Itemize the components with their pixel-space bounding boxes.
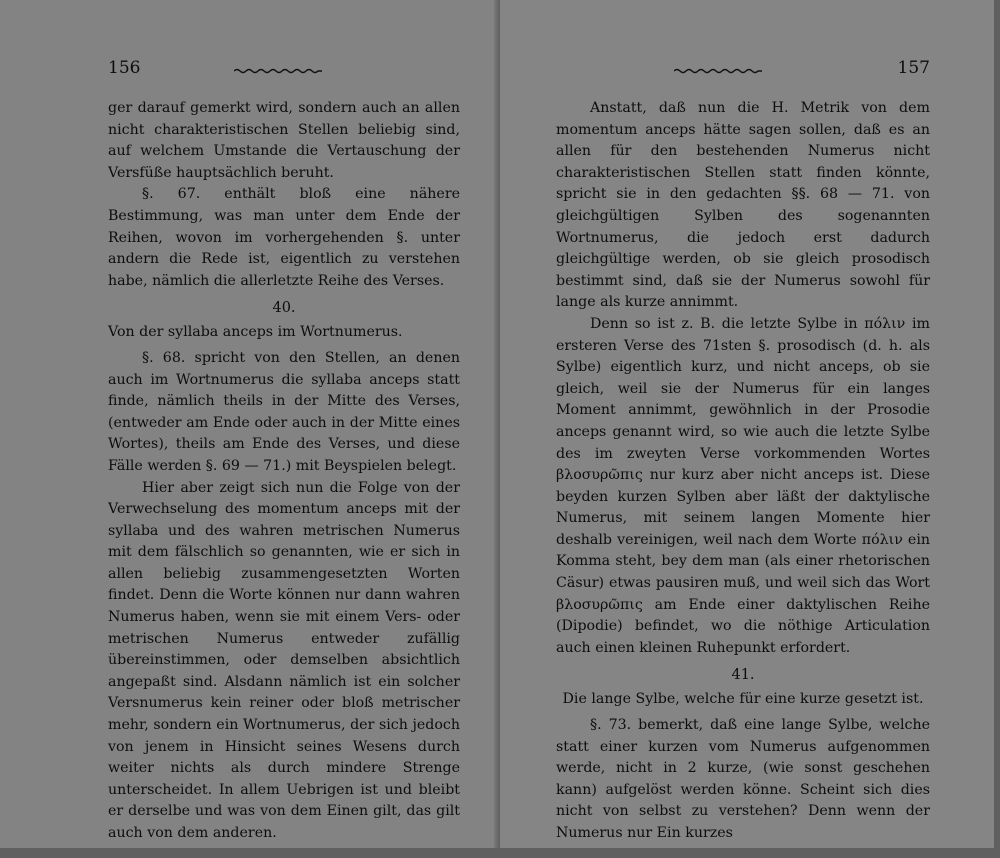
paragraph: §. 68. spricht von den Stellen, an denen auch im Wortnumerus die syllaba anceps statt finde, nämlich theils in der Mitte des Verses, (entweder am Ende oder auch in der Mitte eines Wortes), theils am Ende des Verses, und diese Fälle werden §. 69 — 71.) mit Beyspielen belegt. [108,349,460,474]
paragraph: ger darauf gemerkt wird, sondern auch an allen nicht charakteristischen Stellen beliebig sind, auf welchem Umstande die Vertauschung der Versfüße hauptsächlich beruht. [108,100,460,181]
paragraph: Denn so ist z. B. die letzte Sylbe in πόλιν im ersteren Verse des 71sten §. prosodisch (d. h. als Sylbe) eigentlich kurz, und nicht anceps, ob sie gleich, weil sie der Numerus für ein langes Moment annimmt, gewöhnlich in der Prosodie anceps genannt wird, so wie auch die letzte Sylbe des im zweyten Verse vorkommenden Wortes βλοσυρῶπις nur kurz aber nicht anceps ist. Diese beyden kurzen Sylben aber läßt der daktylische Numerus, mit seinem langen Momente hier deshalb vereinigen, weil nach dem Worte πόλιν ein Komma steht, bey dem man (als einer rhetorischen Cäsur) etwas pausiren muß, und weil sich das Wort βλοσυρῶπις am Ende einer daktylischen Reihe (Dipodie) befindet, wo die nöthige Articulation auch einen kleinen Ruhepunkt erfordert. [556,315,930,656]
page-edge-bottom [0,848,1000,858]
right-page [500,0,1000,858]
section-number: 40. [272,300,296,317]
right-body-text [556,98,930,845]
page-edge-right [994,0,1000,858]
left-running-head [108,58,460,88]
section-number: 41. [731,667,755,684]
ornament-rule-icon [234,68,322,74]
paragraph: Hier aber zeigt sich nun die Folge von der Verwechselung des momentum anceps mit der syllaba und des wahren metrischen Numerus mit dem fälschlich so genannten, wie er sich in allen beliebig zusammengesetzten Worten findet. Denn die Worte können nur dann wahren Numerus haben, wenn sie mit einem Vers- oder metrischen Numerus entweder zufällig übereinstimmen, oder demselben absichtlich angepaßt sind. Alsdann nämlich ist ein solcher Versnumerus kein reiner oder bloß metrischer mehr, sondern ein Wortnumerus, der sich jedoch von jenem in Hinsicht seines Wesens durch weiter nichts als durch mindere Strenge unterscheidet. In allem Uebrigen ist und bleibt er derselbe und was von dem Einen gilt, das gilt auch von dem anderen. [108,479,460,841]
section-title: Die lange Sylbe, welche für eine kurze gesetzt ist. [562,691,924,708]
right-running-head [556,58,930,88]
left-page-number: 156 [108,58,141,78]
paragraph: Anstatt, daß nun die H. Metrik von dem momentum anceps hätte sagen sollen, daß es an allen für den bestehenden Numerus nicht charakteristischen Stellen statt finden könnte, spricht sie in den gedachten §§. 68 — 71. von gleichgültigen Sylben des sogenannten Wortnumerus, die jedoch erst dadurch gleichgültige werden, ob sie gleich prosodisch bestimmt sind, daß sie der Numerus sowohl für lange als kurze annimmt. [556,100,930,311]
paragraph: §. 73. bemerkt, daß eine lange Sylbe, welche statt einer kurzen vom Numerus aufgenommen werde, nicht in 2 kurze, (wie sonst geschehen kann) aufgelöst werden könne. Scheint sich dies nicht von selbst zu verstehen? Denn wenn der Numerus nur Ein kurzes [556,717,930,841]
right-page-number: 157 [897,58,930,78]
left-body-text [108,98,460,845]
section-title: Von der syllaba anceps im Wortnumerus. [108,323,403,340]
paragraph: §. 67. enthält bloß eine nähere Bestimmung, was man unter dem Ende der Reihen, wovon im vorhergehenden §. unter andern die Rede ist, eigentlich zu verstehen habe, nämlich die allerletzte Reihe des Verses. [108,186,460,289]
ornament-rule-icon [674,68,762,74]
